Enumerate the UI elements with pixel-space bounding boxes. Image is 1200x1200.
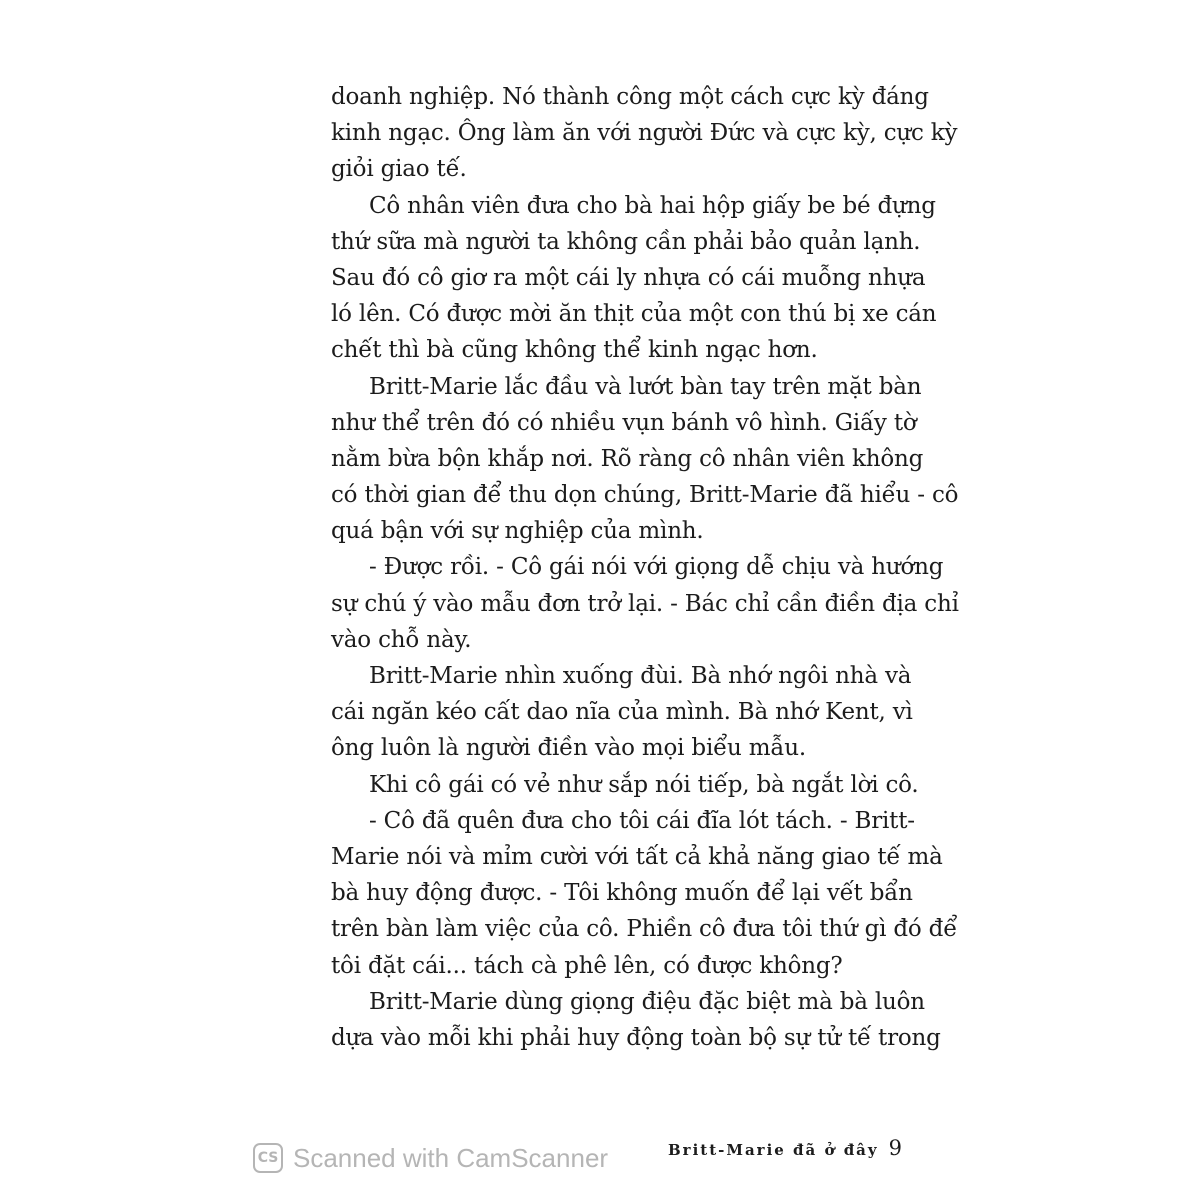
text-line: Khi cô gái có vẻ như sắp nói tiếp, bà ngắt lời cô. xyxy=(369,771,919,798)
text-line: kinh ngạc. Ông làm ăn với người Đức và cực kỳ, cực kỳ xyxy=(331,120,958,147)
text-line: giỏi giao tế. xyxy=(331,156,467,183)
camscanner-logo-icon: CS xyxy=(253,1143,283,1173)
text-line: doanh nghiệp. Nó thành công một cách cực kỳ đáng xyxy=(331,84,929,110)
text-line: bà huy động được. - Tôi không muốn để lại vết bẩn xyxy=(331,880,913,907)
text-line: Sau đó cô giơ ra một cái ly nhựa có cái muỗng nhựa xyxy=(331,264,926,291)
camscanner-watermark xyxy=(253,1142,608,1174)
text-line: Marie nói và mỉm cười với tất cả khả năng giao tế mà xyxy=(331,843,943,870)
text-line: dựa vào mỗi khi phải huy động toàn bộ sự tử tế trong xyxy=(331,1024,941,1051)
text-line: nằm bừa bộn khắp nơi. Rõ ràng cô nhân viên không xyxy=(331,445,924,472)
text-line: - Cô đã quên đưa cho tôi cái đĩa lót tách. - Britt- xyxy=(369,807,915,834)
text-line: Cô nhân viên đưa cho bà hai hộp giấy be bé đựng xyxy=(369,192,936,219)
text-line: vào chỗ này. xyxy=(331,626,472,653)
page-footer xyxy=(640,1136,902,1168)
text-line: ló lên. Có được mời ăn thịt của một con thú bị xe cán xyxy=(331,301,937,328)
text-line: sự chú ý vào mẫu đơn trở lại. - Bác chỉ cần điền địa chỉ xyxy=(331,590,959,617)
text-line: - Được rồi. - Cô gái nói với giọng dễ chịu và hướng xyxy=(369,554,944,581)
text-line: thứ sữa mà người ta không cần phải bảo quản lạnh. xyxy=(331,228,921,255)
text-line: có thời gian để thu dọn chúng, Britt-Marie đã hiểu - cô xyxy=(331,482,959,509)
text-line: Britt-Marie lắc đầu và lướt bàn tay trên mặt bàn xyxy=(369,373,922,400)
text-line: quá bận với sự nghiệp của mình. xyxy=(331,518,704,545)
text-line: ông luôn là người điền vào mọi biểu mẫu. xyxy=(331,735,807,762)
body-text xyxy=(331,79,959,1056)
text-line: Britt-Marie dùng giọng điệu đặc biệt mà bà luôn xyxy=(369,988,925,1015)
running-head: Britt-Marie đã ở đây xyxy=(667,1141,879,1159)
text-line: cái ngăn kéo cất dao nĩa của mình. Bà nhớ Kent, vì xyxy=(331,699,913,726)
text-line: chết thì bà cũng không thể kinh ngạc hơn. xyxy=(331,337,818,364)
page-number: 9 xyxy=(888,1136,902,1160)
watermark-text: Scanned with CamScanner xyxy=(293,1142,609,1173)
text-line: trên bàn làm việc của cô. Phiền cô đưa tôi thứ gì đó để xyxy=(331,916,958,943)
text-line: như thể trên đó có nhiều vụn bánh vô hình. Giấy tờ xyxy=(331,409,917,436)
text-line: Britt-Marie nhìn xuống đùi. Bà nhớ ngôi nhà và xyxy=(369,663,912,689)
text-line: tôi đặt cái... tách cà phê lên, có được không? xyxy=(331,952,843,979)
